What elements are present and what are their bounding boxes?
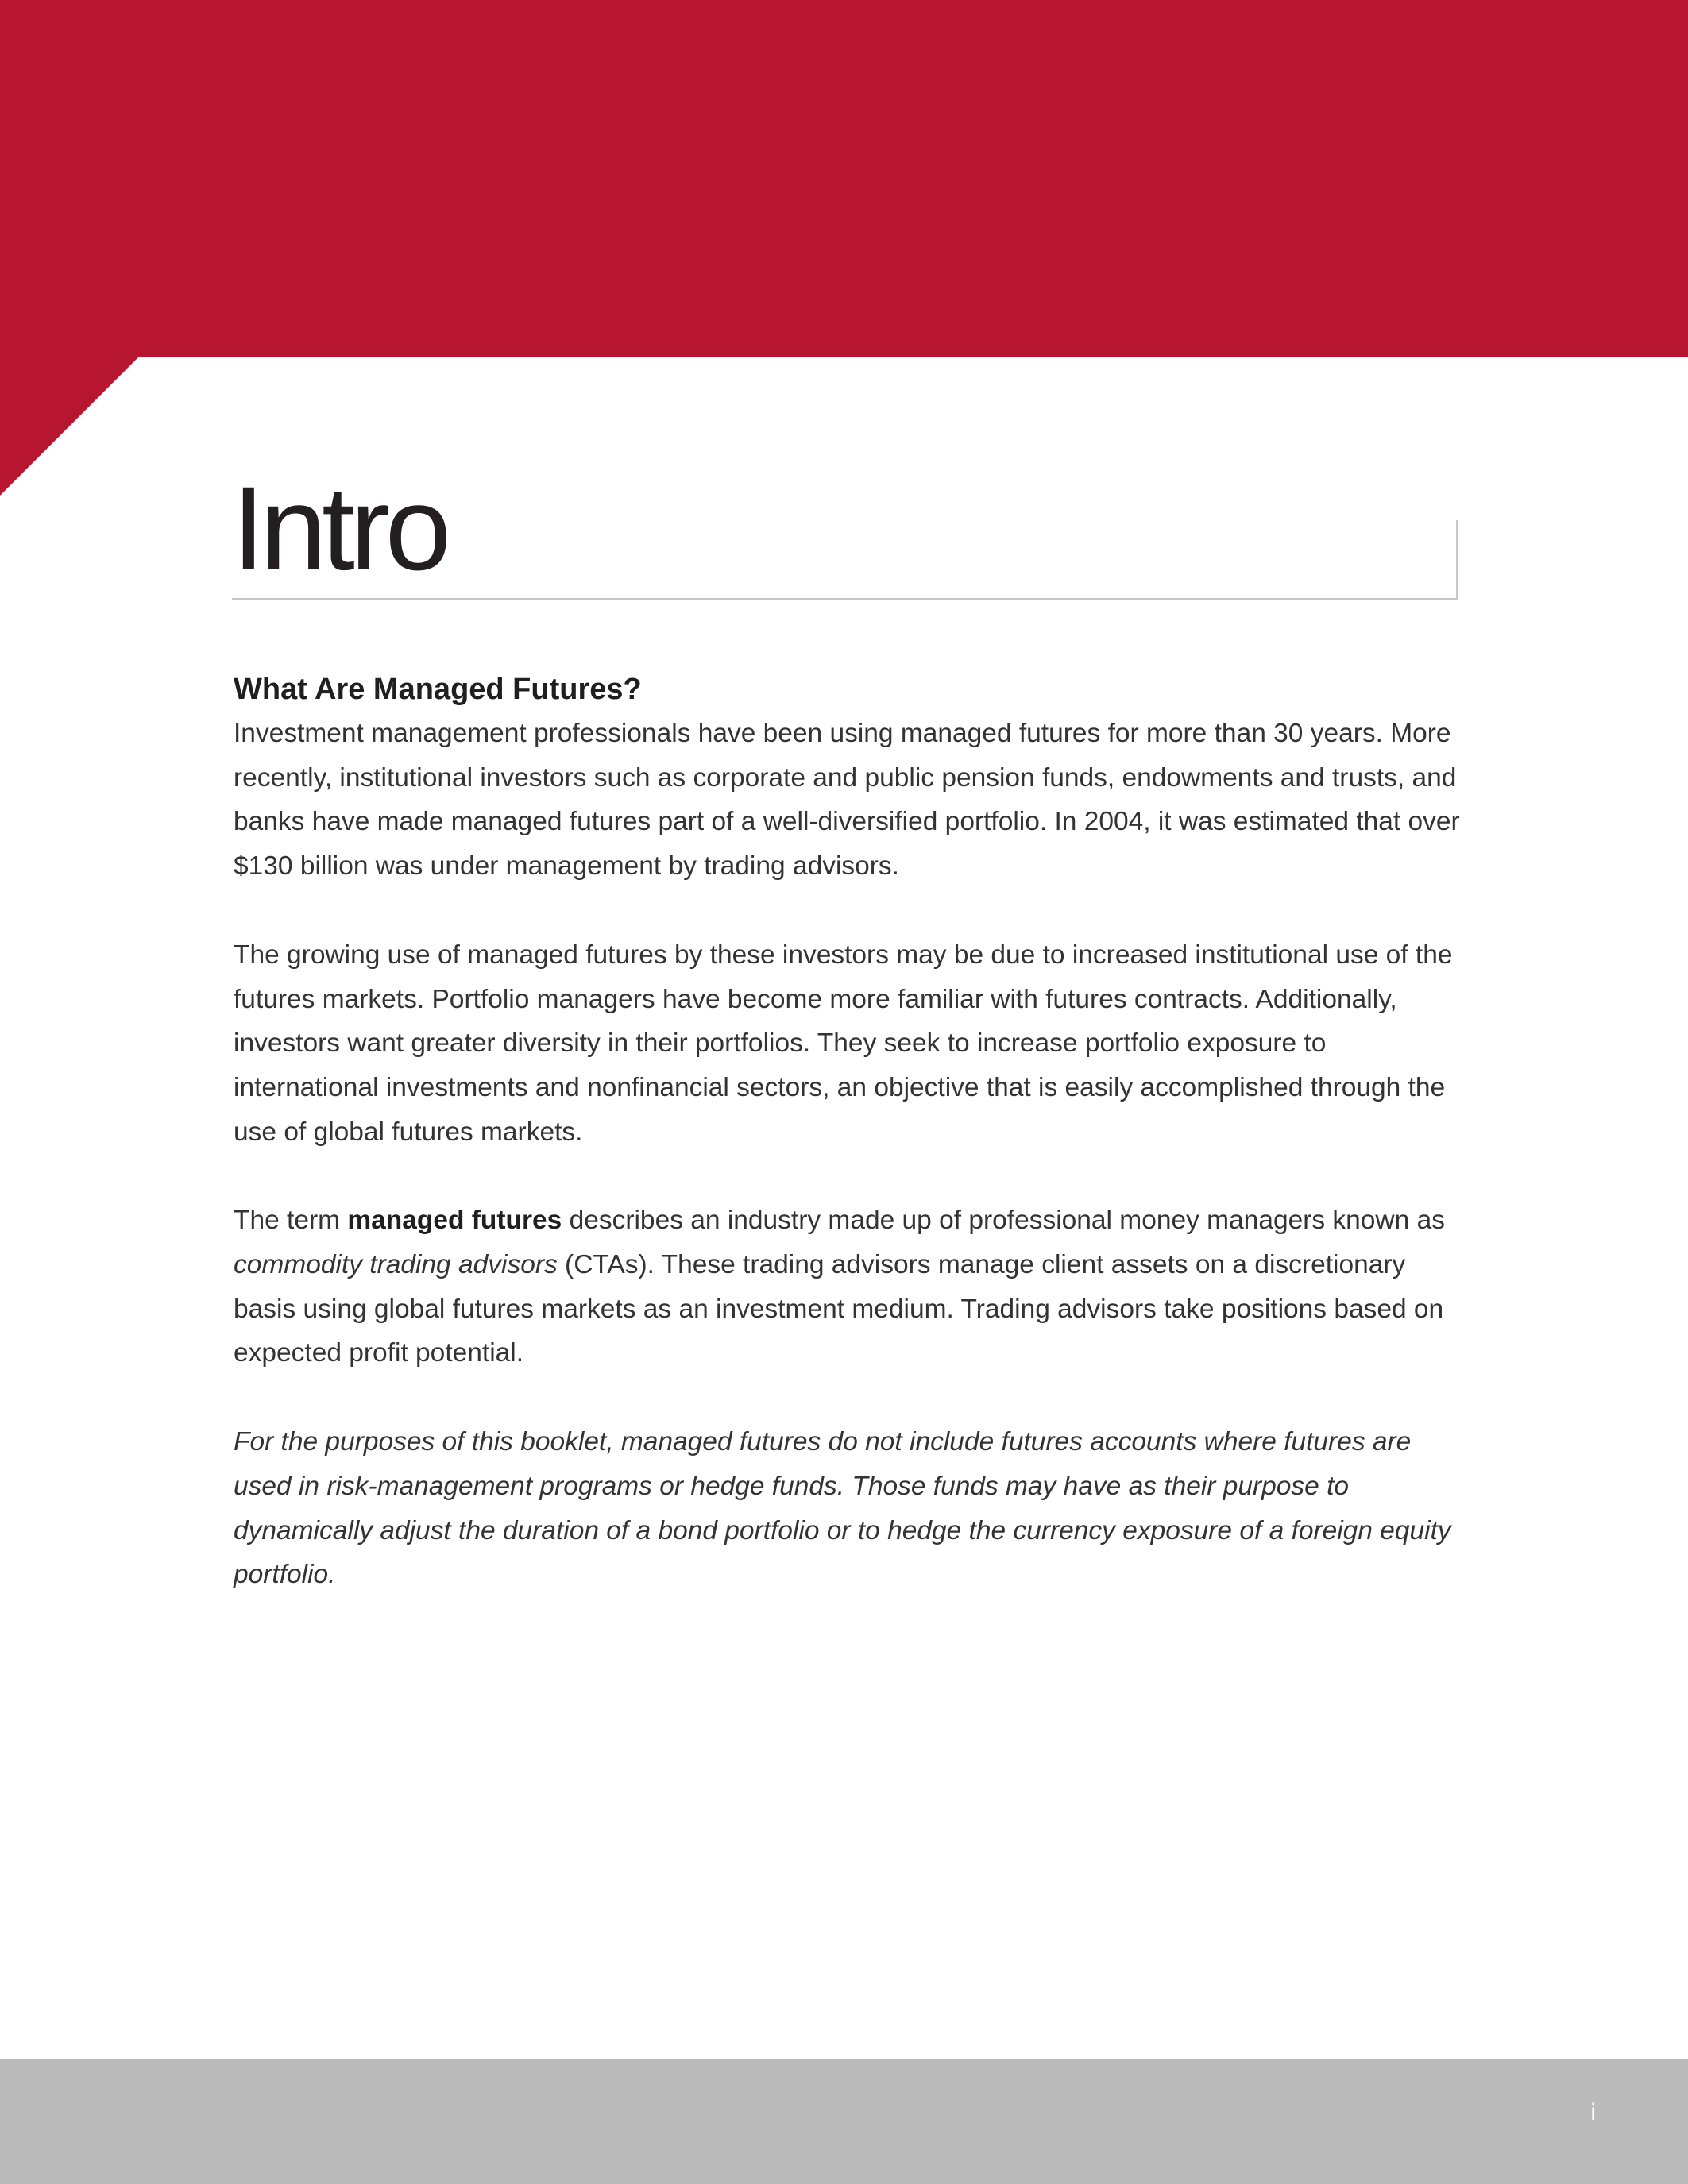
section-heading: What Are Managed Futures?: [234, 673, 642, 706]
paragraph-3-tail: (CTAs). These trading advisors manage client assets on a discretionary basis using global futures markets as an investment medium. Trading advisors take positions based on expected profit potential.: [234, 1250, 1444, 1368]
title-rule-end: [1456, 520, 1458, 600]
term-managed-futures: managed futures: [347, 1206, 562, 1236]
banner-corner-accent: [0, 357, 139, 496]
footer-bar: [0, 2059, 1688, 2184]
paragraph-2: The growing use of managed futures by these investors may be due to increased institutional use of the futures markets. Portfolio managers have become more familiar with futures contracts. Additionally, investors want greater diversity in their portfolios. They seek to increase portfolio exposure to international investments and nonfinancial sectors, an objective that is easily accomplished through the use of global futures markets.: [234, 940, 1453, 1147]
main-content: [234, 667, 1473, 1642]
paragraph-3-lead: The term: [234, 1206, 348, 1236]
term-commodity-trading-advisors: commodity trading advisors: [234, 1250, 558, 1280]
paragraph-4-note: For the purposes of this booklet, managed futures do not include futures accounts where futures are used in risk-management programs or hedge funds. Those funds may have as their purpose to dynamically adjust the duration of a bond portfolio or to hedge the currency exposure of a foreign equity portfolio.: [234, 1427, 1451, 1590]
title-block: [232, 461, 1456, 600]
page-number: i: [1590, 2099, 1596, 2125]
paragraph-3-mid: describes an industry made up of professional money managers known as: [562, 1206, 1445, 1236]
page-title: Intro: [232, 461, 447, 595]
paragraph-3: [234, 1198, 1473, 1376]
header-banner: [0, 0, 1688, 357]
paragraph-1: Investment management professionals have been using managed futures for more than 30 years. More recently, institutional investors such as corporate and public pension funds, endowments and trusts, and banks have made managed futures part of a well-diversified portfolio. In 2004, it was estimated that over $130 billion was under management by trading advisors.: [234, 719, 1460, 882]
